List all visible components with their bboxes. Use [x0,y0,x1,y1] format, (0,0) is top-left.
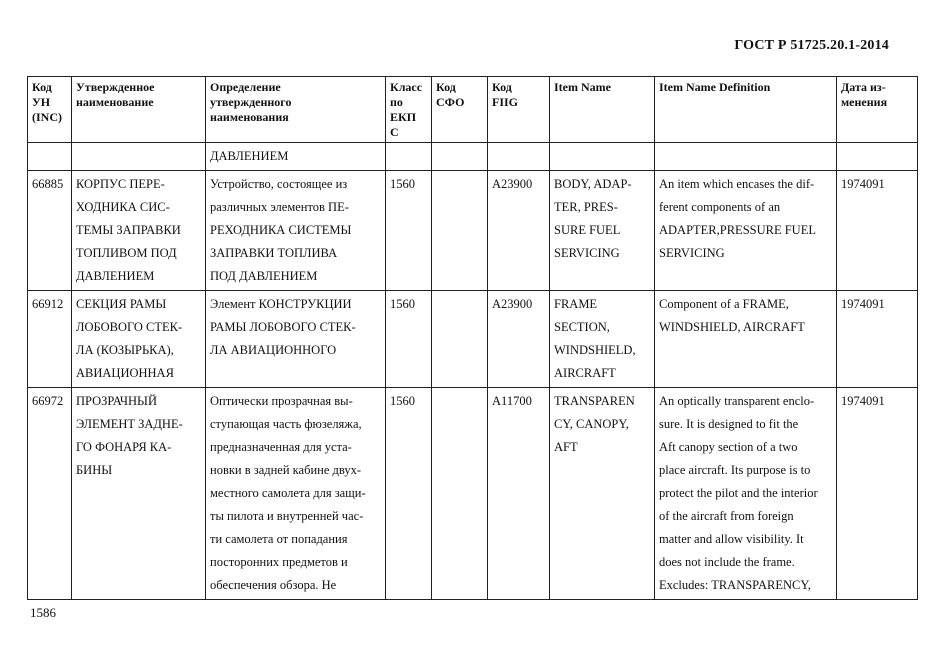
cell-fiig: A11700 [488,388,550,600]
cell-code: 66912 [28,291,72,388]
header-name-definition: Определение утвержденного наименования [206,77,386,143]
cell-definition: Устройство, состоящее из различных элементов ПЕ- РЕХОДНИКА СИСТЕМЫ ЗАПРАВКИ ТОПЛИВА ПОД ДАВЛЕНИЕМ [206,171,386,291]
cell-class: 1560 [386,388,432,600]
cell-item-definition: Component of a FRAME, WINDSHIELD, AIRCRAFT [655,291,837,388]
cell-class: 1560 [386,291,432,388]
cell-date [837,143,918,171]
header-item-name: Item Name [550,77,655,143]
header-inc-code: Код УН (INC) [28,77,72,143]
header-class: Класс по ЕКП С [386,77,432,143]
header-item-definition: Item Name Definition [655,77,837,143]
table-header-row [28,77,918,143]
cell-code: 66885 [28,171,72,291]
cell-class [386,143,432,171]
table-row [28,171,918,291]
cell-item-name: FRAME SECTION, WINDSHIELD, AIRCRAFT [550,291,655,388]
table-row [28,388,918,600]
cell-sfo [432,388,488,600]
cell-sfo [432,291,488,388]
cell-date: 1974091 [837,291,918,388]
cell-name: СЕКЦИЯ РАМЫ ЛОБОВОГО СТЕК- ЛА (КОЗЫРЬКА), АВИАЦИОННАЯ [72,291,206,388]
table-row [28,291,918,388]
header-fiig-code: Код FIIG [488,77,550,143]
cell-class: 1560 [386,171,432,291]
cell-fiig: A23900 [488,171,550,291]
standard-header: ГОСТ Р 51725.20.1-2014 [734,38,889,53]
cell-item-name: TRANSPAREN CY, CANOPY, AFT [550,388,655,600]
header-approved-name: Утвержденное наименование [72,77,206,143]
cell-definition: Элемент КОНСТРУКЦИИ РАМЫ ЛОБОВОГО СТЕК- ЛА АВИАЦИОННОГО [206,291,386,388]
page-number: 1586 [30,605,56,620]
cell-code [28,143,72,171]
cell-fiig [488,143,550,171]
classification-table [27,76,918,600]
cell-date: 1974091 [837,388,918,600]
cell-item-definition: An item which encases the dif- ferent components of an ADAPTER,PRESSURE FUEL SERVICING [655,171,837,291]
header-change-date: Дата из- менения [837,77,918,143]
cell-fiig: A23900 [488,291,550,388]
cell-code: 66972 [28,388,72,600]
cell-date: 1974091 [837,171,918,291]
cell-item-name: BODY, ADAP- TER, PRES- SURE FUEL SERVICING [550,171,655,291]
header-sfo-code: Код СФО [432,77,488,143]
cell-name: ПРОЗРАЧНЫЙ ЭЛЕМЕНТ ЗАДНЕ- ГО ФОНАРЯ КА- БИНЫ [72,388,206,600]
cell-item-name [550,143,655,171]
cell-item-definition [655,143,837,171]
cell-definition: Оптически прозрачная вы- ступающая часть фюзеляжа, предназначенная для уста- новки в задней кабине двух- местного самолета для защи- ты пилота и внутренней час- ти самолета от попадания посторонних предметов и обеспечения обзора. Не [206,388,386,600]
cell-sfo [432,143,488,171]
cell-name: КОРПУС ПЕРЕ- ХОДНИКА СИС- ТЕМЫ ЗАПРАВКИ ТОПЛИВОМ ПОД ДАВЛЕНИЕМ [72,171,206,291]
table-row [28,143,918,171]
cell-item-definition: An optically transparent enclo- sure. It is designed to fit the Aft canopy section of a two place aircraft. Its purpose is to protect the pilot and the interior of the aircraft from foreign matter and allow visibility. It does not include the frame. Excludes: TRANSPARENCY, [655,388,837,600]
cell-name [72,143,206,171]
cell-sfo [432,171,488,291]
cell-definition: ДАВЛЕНИЕМ [206,143,386,171]
